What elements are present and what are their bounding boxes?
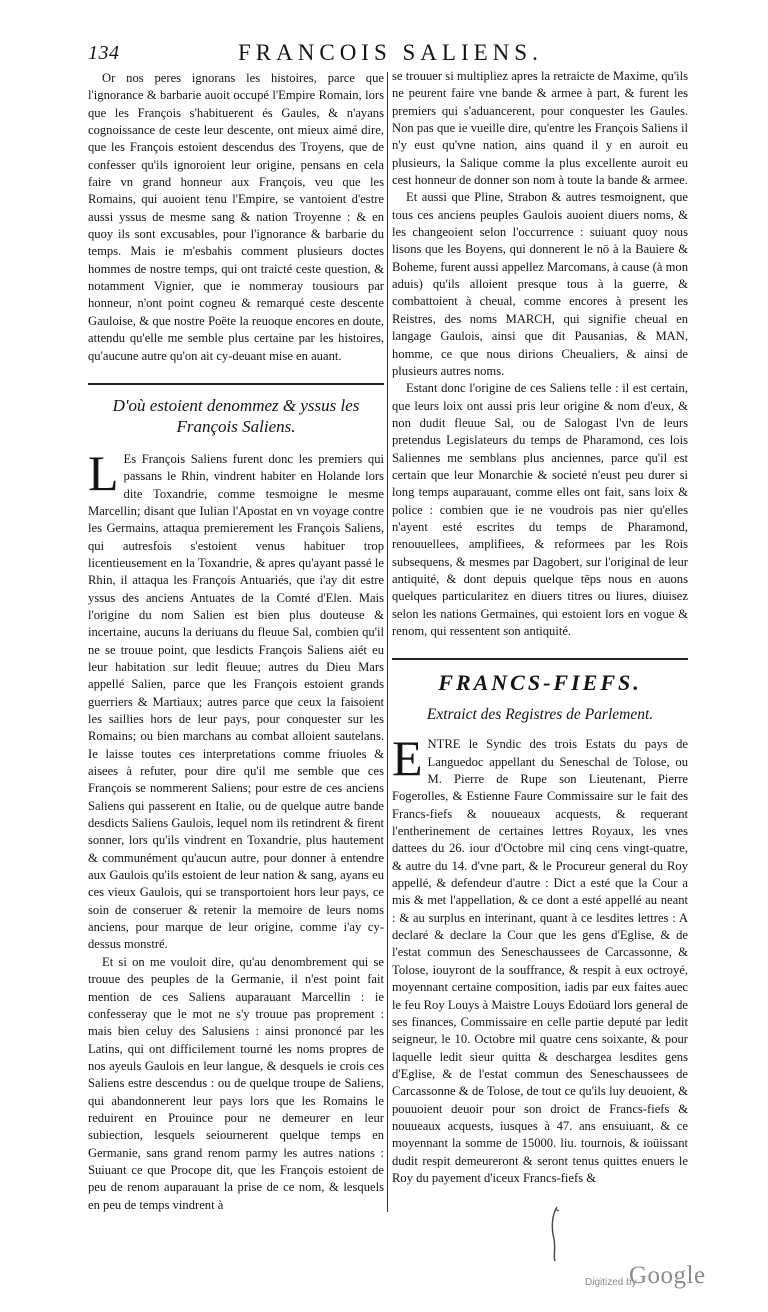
left-paragraph-1: Or nos peres ignorans les histoires, parce que l'ignorance & barbarie auoit occupé l'Empire Romain, lors que les François s'habituerent és Gaules, & n'ayans cognoissance de ceste leur descente, ont mieux aimé dire, que les François estoient descendus des Troyens, que de confesser qu'ils ignoroient leur origine, pensans en cela faire vn grand honneur aux François, veu que les Romains, qui auoient tenu l'Empire, se vantoient d'estre aussi yssus de mesme sang & nation Troyenne : & en quoy ils sont excusables, pour l'ignorance & barbarie du temps. Mais ie m'esbahis comment plusieurs doctes hommes de nostre temps, qui ont traicté ceste question, & notamment Vignier, que ie nommeray tousiours par honneur, n'ont point cogneu & remarqué ceste descente Gauloise, & que nostre Poëte la reuoque encores en doute, attendu qu'elle me semble plus certaine par les histoires, qu'aucune autre qu'on ait cy-deuant mise en auant. — [88, 71, 384, 363]
left-paragraph-2 — [88, 444, 384, 954]
section-heading-saliens: D'où estoient denommez & yssus les François Saliens. — [112, 395, 360, 436]
watermark-prefix: Digitized by — [585, 1277, 637, 1288]
right-paragraph-2: Et aussi que Pline, Strabon & autres tesmoignent, que tous ces anciens peuples Gaulois auoient diuers noms, & les changeoient selon l'occurrence : suiuant quoy nous lisons que les Boyens, qui donnerent le nō à la Bauiere & Boheme, furent aussi appellez Marcomans, à cause (à mon aduis) qu'ils alloient presque tous à la guerre, & combattoient à cheual, comme encores à present les Reistres, des noms MARCH, qui signifie cheual en langage Gaulois, ainsi que dit Pausanias, & MAN, homme, ce que nous dirions Cheualiers, & ainsi de plusieurs autres noms. — [392, 190, 688, 378]
google-logo: Google — [629, 1262, 706, 1289]
digitized-watermark — [585, 1262, 735, 1294]
registres-subheading: Extraict des Registres de Parlement. — [426, 706, 654, 724]
right-paragraph-3: Estant donc l'origine de ces Saliens telle : il est certain, que leurs loix ont aussi pris leur origine & nom d'eux, & non dudit fleuue Sal, ou de Salogast l'vn de leurs pretendus Legislateurs du temps de Pharamond, ces lois Saliennes me semblans plus anciennes, parce qu'il est certain que leur Monarchie & societé n'eust peu durer si long temps auparauant, comme elles ont fait, sans loix & police : combien que ie ne voudrois pas nier qu'elles n'ayent esté escrites du temps de Pharamond, renouuellees, amplifiees, & reformees par les Rois subsequens, & mesmes par Dagobert, sur l'original de leur antiquité, & dont depuis quelque tēps nous en auons quelques particularitez en diuers titres ou liures, diuisez selon les nations Germaines, qui estoient lors en vogue & renom, qui ressentent son antiquité. — [392, 381, 688, 638]
drop-cap-e: E — [392, 730, 423, 787]
page-header — [88, 40, 698, 68]
running-title: FRANCOIS SALIENS. — [238, 40, 543, 65]
left-column — [88, 70, 384, 1214]
page-number: 134 — [88, 42, 120, 64]
right-paragraph-4-text: NTRE le Syndic des trois Estats du pays de Languedoc appellant du Seneschal de Tolose, ou M. Pierre de Rupe son Lieutenant, Pierre Fogerolles, & Estienne Faure Commissaire sur le fait des Francs-fiefs & nouueaux acquests, & requerant l'entherinement de certaines lettres Royaux, les vnes dattees du 26. iour d'Octobre mil cinq cens vingt-quatre, & autre du 14. d'vne part, & le Procureur general du Roy appellé, & defendeur d'autre : Dict a esté que la Cour a mis & met l'appellation, & ce dont a esté appellé au neant : & au surplus en interinant, quant à ce lesdites lettres : A declaré & declare la Cour que les gens d'Eglise, & de l'estat commun des Seneschaussees de Carcassonne, & Tolose, iouyront de la souffrance, & respit à eux octroyé, moyennant certaine composition, iadis par eux faites auec le feu Roy Louys à Maistre Louys Edoüard lors general de ses finances, Commissaire en celle partie deputé par ledit seigneur, le 10. Octobre mil quatre cens soixante, & pour laquelle ledit sieur quitta & deschargea lesdites gens d'Eglise, & de l'estat commun des Seneschaussees de Carcassonne & de Tolose, de tout ce qu'ils luy deuoient, & pouuoient deuoir pour son droict de Francs-fiefs & nouueaux acquests, iusques à 47. ans ensuiuant, & ce moyennant la somme de 15000. liu. tournois, & ioüissant dudit respit demeureront & seront tenus quittes enuers le Roy du payement d'iceux Francs-fiefs & — [392, 737, 688, 1185]
right-paragraph-1: se trouuer si multipliez apres la retraicte de Maxime, qu'ils ne peurent faire vne bande & armee à part, & furent les premiers qui s'aduancerent, pour conquester les Gaules. Non pas que ie vueille dire, qu'entre les François Saliens il n'y eust qu'vne nation, ains quand il y en auroit eu plusieurs, la Salique comme la plus excellente auroit eu cest honneur de donner son nom à toute la bande & armee. — [392, 69, 688, 188]
scan-artifact-mark — [548, 1205, 562, 1263]
section-divider-francs-fiefs — [392, 658, 688, 660]
left-paragraph-3: Et si on me vouloit dire, qu'au denombrement qui se trouue des peuples de la Germanie, il n'est point fait mention de ces Saliens auparauant Marcellin : ie confesseray que le mot ne s'y trouue pas proprement : mais bien celuy des Salusiens : ainsi prononcé par les Latins, qui ont difficilement tourné les noms propres de nos ayeuls Gaulois en leur langue, & desquels ie crois ces Saliens estre descendus : ou de quelque troupe de Saliens, qui abandonnerent leur pays lors que les Romains le reduirent en Prouince pour ne demeurer en leur subiection, lesquels seiournerent quelque temps en Germanie, sans grand renom parmy les autres nations : Suiuant ce que Procope dit, que les François estoient de peu de renom auparauant la prise de ce nom, & lesquels en peu de temps vindrent à — [88, 954, 384, 1212]
right-column — [392, 68, 688, 1187]
francs-fiefs-heading: FRANCS-FIEFS. — [438, 670, 642, 696]
drop-cap-l: L — [88, 444, 119, 501]
right-paragraph-4 — [392, 730, 688, 1187]
column-divider — [387, 72, 388, 1212]
left-paragraph-2-text: Es François Saliens furent donc les premiers qui passans le Rhin, vindrent habiter en Holande lors dite Toxandrie, comme tesmoigne le mesme Marcellin; disant que Iulian l'Apostat en vn voyage contre les Germains, attaqua premierement les François Saliens, qui autresfois s'estoient venus habituer trop licentieusement en la Toxandrie, & apres qu'ayant passé le Rhin, il attaqua les François Antuariés, que i'ay dit estre yssus des anciens Antuates de la Comté d'Elen. Mais l'origine du nom Salien est bien plus douteuse & incertaine, aucuns la deriuans du fleuue Sal, combien qu'il ne se trouue point, que lesdicts François Saliens aiét eu leur habitation sur ledit fleuue; autres du Dieu Mars appellé Salien, parce que les François estoient grands guerriers & Martiaux; autres parce que ceux la faisoient les saillies hors de leur pays, pour conquester sur les Romains; ou bien marchans au combat alloient sautelans. Ie laisse toutes ces interpretations comme friuoles & aisees à refuter, pour dire qu'il me semble que ces François se nommerent Saliens; pour estre de ces anciens Saliens qui passerent en Italie, ou de quelque autre bande desdicts Saliens Gaulois, lequel nom ils retindrent & firent sonner, lors qu'ils vindrent en Toxandrie, plus hautement & communément qu'aucun autre, pour donner à entendre aux Gaulois qu'ils estoient de leur nation & sang, ayans eu ces vieux Gaulois, qui se transportoient hors leur pays, ce soin de conseruer & retenir la memoire de leurs noms anciens, pour marque de leur origine, comme i'ay cy-dessus monstré. — [88, 451, 384, 952]
section-divider — [88, 383, 384, 385]
